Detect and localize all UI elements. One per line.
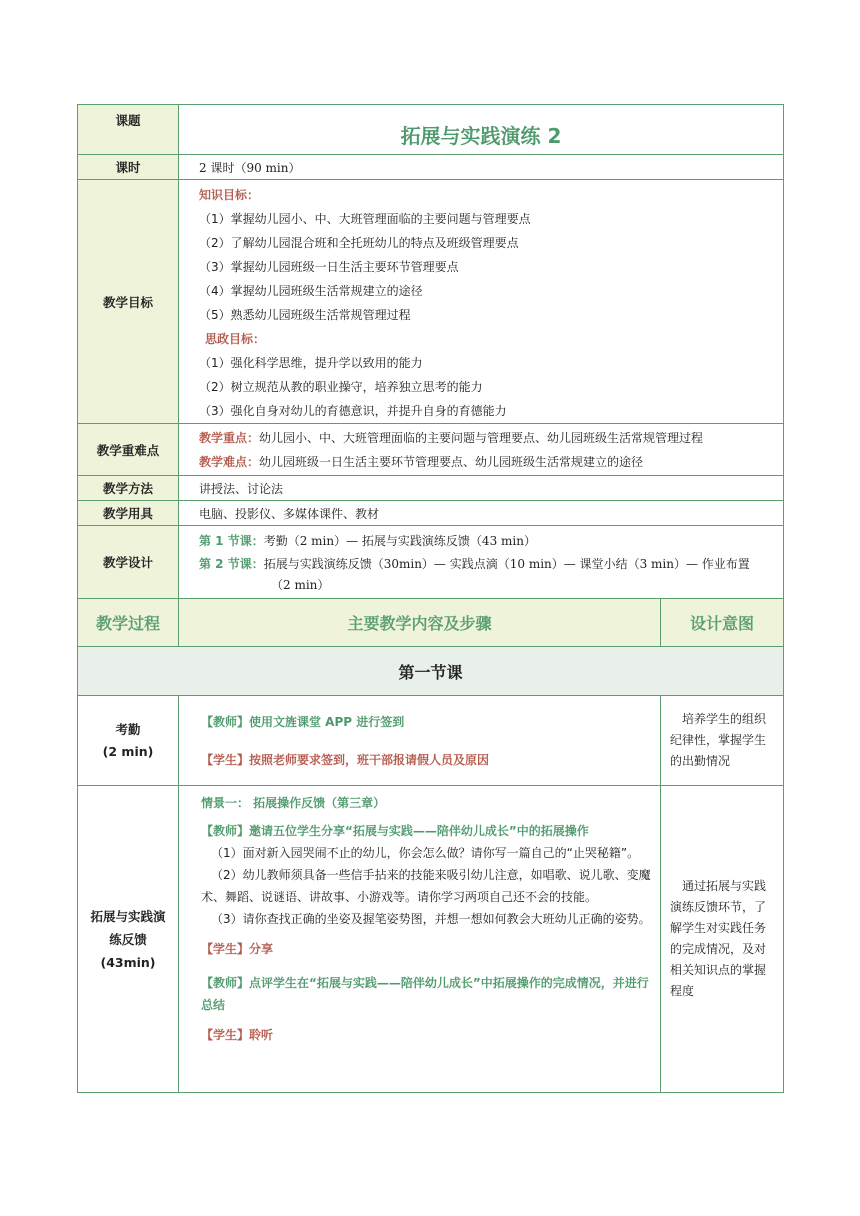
attendance-content <box>179 696 661 786</box>
goals-content <box>179 180 784 424</box>
section-title: 第一节课 <box>78 647 784 696</box>
lesson2-heading: 第 2 节课： <box>199 557 264 571</box>
method-label: 教学方法 <box>78 476 179 501</box>
attendance-intent: 培养学生的组织纪律性，掌握学生的出勤情况 <box>661 696 784 786</box>
attendance-teacher: 【教师】使用文旌课堂 APP 进行签到 <box>201 714 405 729</box>
lesson-plan-table <box>77 104 784 1093</box>
hours-row <box>78 155 784 180</box>
key-points-label: 教学重难点 <box>78 424 179 476</box>
attendance-student: 【学生】按照老师要求签到，班干部报请假人员及原因 <box>201 752 490 767</box>
focus-text: 幼儿园小、中、大班管理面临的主要问题与管理要点、幼儿园班级生活常规管理过程 <box>259 430 704 445</box>
process-header-row <box>78 599 784 647</box>
feedback-task-item: （3）请你查找正确的坐姿及握笔姿势图，并想一想如何教会大班幼儿正确的姿势。 <box>211 912 651 926</box>
method-value: 讲授法、讨论法 <box>179 476 784 501</box>
process-col-content: 主要教学内容及步骤 <box>179 599 661 647</box>
goals-label: 教学目标 <box>78 180 179 424</box>
feedback-scene: 情景一： 拓展操作反馈（第三章） <box>201 796 386 810</box>
feedback-content <box>179 786 661 1093</box>
knowledge-item: （5）熟悉幼儿园班级生活常规管理过程 <box>199 308 411 322</box>
ideology-item: （2）树立规范从教的职业操守，培养独立思考的能力 <box>199 380 483 394</box>
feedback-teacher-invite: 【教师】邀请五位学生分享“拓展与实践——陪伴幼儿成长”中的拓展操作 <box>201 824 589 838</box>
lesson1-text: 考勤（2 min）— 拓展与实践演练反馈（43 min） <box>263 534 536 548</box>
topic-label: 课题 <box>78 105 179 155</box>
ideology-item: （3）强化自身对幼儿的育德意识，并提升自身的育德能力 <box>199 404 507 418</box>
knowledge-item: （4）掌握幼儿园班级生活常规建立的途径 <box>199 284 423 298</box>
process-col-stage: 教学过程 <box>78 599 179 647</box>
attendance-label <box>78 696 179 786</box>
feedback-row <box>78 786 784 1093</box>
feedback-label-line1: 拓展与实践演 <box>90 908 166 924</box>
difficulty-heading: 教学难点： <box>199 454 260 469</box>
feedback-label <box>78 786 179 1093</box>
feedback-student-share: 【学生】分享 <box>201 942 274 956</box>
difficulty-text: 幼儿园班级一日生活主要环节管理要点、幼儿园班级生活常规建立的途径 <box>259 454 644 469</box>
knowledge-item: （3）掌握幼儿园班级一日生活主要环节管理要点 <box>199 260 459 274</box>
section-row <box>78 647 784 696</box>
tools-row <box>78 501 784 526</box>
topic-row <box>78 105 784 155</box>
key-points-row <box>78 424 784 476</box>
process-col-intent: 设计意图 <box>661 599 784 647</box>
hours-value: 2 课时（90 min） <box>179 155 784 180</box>
feedback-teacher-review: 【教师】点评学生在“拓展与实践——陪伴幼儿成长”中拓展操作的完成情况，并进行总结 <box>201 976 649 1012</box>
feedback-intent: 通过拓展与实践演练反馈环节，了解学生对实践任务的完成情况，及对相关知识点的掌握程度 <box>661 786 784 1093</box>
feedback-task-item: （1）面对新入园哭闹不止的幼儿，你会怎么做？请你写一篇自己的“止哭秘籍”。 <box>211 846 640 860</box>
tools-label: 教学用具 <box>78 501 179 526</box>
attendance-label-time: (2 min) <box>102 743 154 759</box>
lesson2-text-cont: （2 min） <box>271 578 330 592</box>
design-content <box>179 526 784 599</box>
key-points-content <box>179 424 784 476</box>
hours-label: 课时 <box>78 155 179 180</box>
knowledge-item: （1）掌握幼儿园小、中、大班管理面临的主要问题与管理要点 <box>199 212 531 226</box>
attendance-row <box>78 696 784 786</box>
attendance-label-title: 考勤 <box>115 721 141 737</box>
design-label: 教学设计 <box>78 526 179 599</box>
lesson2-text: 拓展与实践演练反馈（30min）— 实践点滴（10 min）— 课堂小结（3 min）— 作业布置 <box>263 557 750 571</box>
lesson1-heading: 第 1 节课： <box>199 534 264 548</box>
knowledge-item: （2）了解幼儿园混合班和全托班幼儿的特点及班级管理要点 <box>199 236 519 250</box>
topic-title: 拓展与实践演练 2 <box>179 105 784 155</box>
method-row <box>78 476 784 501</box>
lesson-plan <box>77 104 783 1093</box>
knowledge-heading: 知识目标： <box>199 188 260 202</box>
tools-value: 电脑、投影仪、多媒体课件、教材 <box>179 501 784 526</box>
feedback-task-item: （2）幼儿教师须具备一些信手拈来的技能来吸引幼儿注意，如唱歌、说儿歌、变魔术、舞蹈、说谜语、讲故事、小游戏等。请你学习两项自己还不会的技能。 <box>201 868 651 904</box>
feedback-label-time: (43min) <box>100 954 156 970</box>
focus-heading: 教学重点： <box>199 430 260 445</box>
feedback-label-line2: 练反馈 <box>109 931 147 947</box>
ideology-item: （1）强化科学思维，提升学以致用的能力 <box>199 356 423 370</box>
design-row <box>78 526 784 599</box>
ideology-heading: 思政目标： <box>205 332 266 346</box>
goals-row <box>78 180 784 424</box>
feedback-student-listen: 【学生】聆听 <box>201 1028 274 1042</box>
